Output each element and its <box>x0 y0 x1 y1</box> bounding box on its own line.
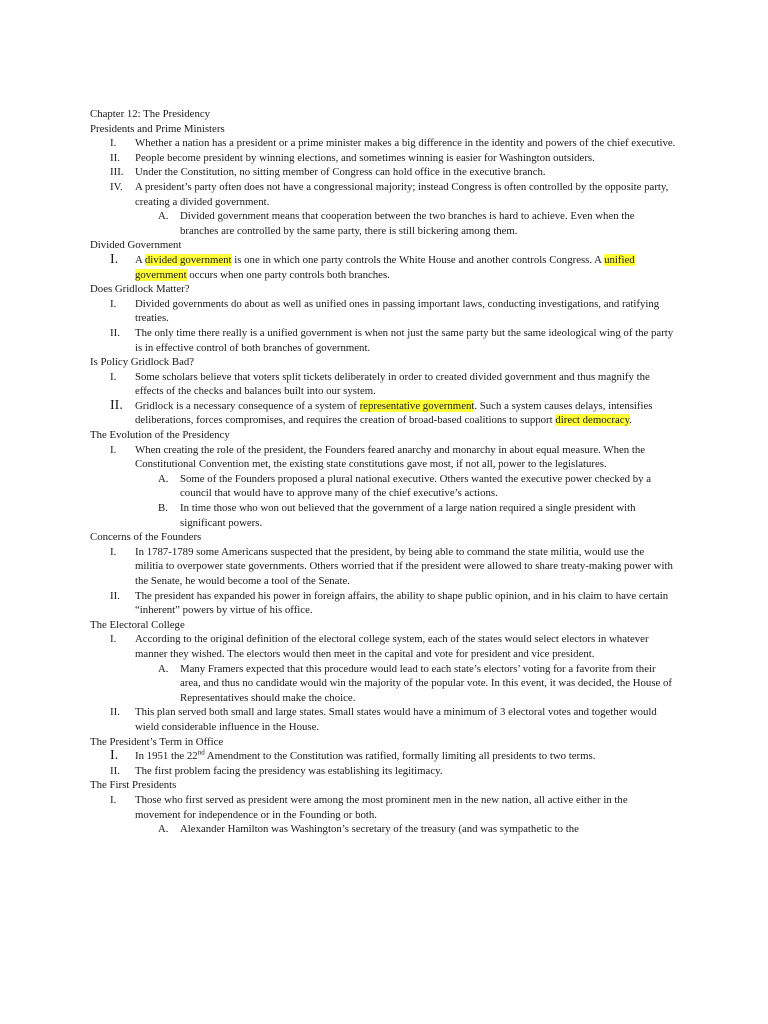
list-item <box>90 253 675 282</box>
list-item <box>90 399 675 428</box>
item-text: Divided governments do about as well as unified ones in passing important laws, conducting investigations, and ratifying treaties. <box>135 297 660 325</box>
item-text: Alexander Hamilton was Washington’s secretary of the treasury (and was sympathetic to the <box>180 823 579 836</box>
item-text: The only time there really is a unified government is when not just the same party but the same ideological wing of the party is in effective control of both branches of government. <box>135 326 674 354</box>
item-number: I. <box>110 297 117 310</box>
item-text: Divided government means that cooperation between the two branches is hard to achieve. Even when the branches are controlled by the same party, there is still bickering among them. <box>180 210 635 237</box>
item-text: The first problem facing the presidency was establishing its legitimacy. <box>135 764 443 777</box>
item-text: This plan served both small and large states. Small states would have a minimum of 3 electoral votes and together would wield considerable influence in the House. <box>135 706 657 733</box>
item-text: Some of the Founders proposed a plural national executive. Others wanted the executive power checked by a council that would have to approve many of the chief executive’s actions. <box>180 472 652 500</box>
section-heading: Divided Government <box>90 239 182 252</box>
item-number: II. <box>110 706 120 719</box>
superscript: nd <box>197 748 205 757</box>
list-item <box>90 749 675 764</box>
item-text: Those who first served as president were among the most prominent men in the new nation, all active either in the movement for independence or in the Founding or both. <box>135 793 628 821</box>
item-text: According to the original definition of the electoral college system, each of the states would select electors in whatever manner they wished. The electors would then meet in the capital and vote for president and vice president. <box>135 633 649 660</box>
section-heading: Concerns of the Founders <box>90 531 202 544</box>
item-text: Some scholars believe that voters split tickets deliberately in order to created divided government and thus magnify the effects of the checks and balances built into our system. <box>135 370 650 398</box>
item-number: I. <box>110 793 117 806</box>
highlight-divided-government: divided government <box>144 253 232 266</box>
list-item <box>90 632 675 661</box>
item-number: A. <box>158 210 169 223</box>
list-item <box>90 165 675 180</box>
item-text: In time those who won out believed that the government of a large nation required a single president with significant powers. <box>180 502 636 529</box>
sub-item <box>90 209 675 238</box>
item-number: I. <box>110 137 117 150</box>
list-item <box>90 136 675 151</box>
highlight-unified-government: unified government <box>135 253 635 281</box>
item-number: II. <box>110 151 120 164</box>
item-text: A divided government is one in which one party controls the White House and another controls Congress. A unified government occurs when one party controls both branches. <box>135 253 635 281</box>
chapter-title: Chapter 12: The Presidency <box>90 108 211 120</box>
item-number: I. <box>110 370 117 383</box>
item-text: Many Framers expected that this procedure would lead to each state’s electors’ voting for a favorite from their area, and thus no candidate would win the majority of the popular vote. In this event, it was decided, the House of Representatives should make the choice. <box>180 662 673 704</box>
list-item <box>90 705 675 734</box>
section-heading: The Electoral College <box>90 618 185 631</box>
item-number: II. <box>110 397 123 413</box>
item-number: I. <box>110 443 117 456</box>
item-text: In 1787-1789 some Americans suspected that the president, by being able to command the state militia, would use the militia to overpower state governments. Others worried that if the president were allowed to share treaty-making power with the Senate, he would become a tool of the Senate. <box>135 545 673 587</box>
sub-item <box>90 822 675 837</box>
list-item <box>90 589 675 618</box>
list-item <box>90 443 675 472</box>
item-text: In 1951 the 22nd Amendment to the Constitution was ratified, formally limiting all presidents to two terms. <box>135 748 596 763</box>
item-number: I. <box>110 545 117 558</box>
list-item <box>90 764 675 779</box>
section-heading: Does Gridlock Matter? <box>90 283 190 296</box>
item-number: IV. <box>110 180 123 193</box>
item-number: I. <box>110 748 119 764</box>
sub-item <box>90 662 675 706</box>
list-item <box>90 326 675 355</box>
item-number: II. <box>110 326 120 339</box>
item-number: III. <box>110 166 124 179</box>
item-number: A. <box>158 823 169 836</box>
sub-item <box>90 472 675 501</box>
list-item <box>90 370 675 399</box>
item-text: Gridlock is a necessary consequence of a system of representative government. Such a system causes delays, intensifies deliberations, forces compromises, and requires the creation of broad-based coalitions to support direct democracy. <box>135 399 653 427</box>
item-text: When creating the role of the president, the Founders feared anarchy and monarchy in about equal measure. When the Constitutional Convention met, the existing state constitutions gave most, if not all, power to the legislatures. <box>135 443 646 471</box>
item-number: B. <box>158 502 168 515</box>
highlight-representative-government: representative government <box>359 399 475 412</box>
item-number: I. <box>110 633 117 646</box>
list-item <box>90 180 675 209</box>
section-heading: Is Policy Gridlock Bad? <box>90 356 195 369</box>
item-number: A. <box>158 662 169 675</box>
item-text: A president’s party often does not have a congressional majority; instead Congress is often controlled by the opposite party, creating a divided government. <box>135 180 669 208</box>
list-item <box>90 297 675 326</box>
sub-item <box>90 501 675 530</box>
list-item <box>90 545 675 589</box>
list-item <box>90 151 675 166</box>
list-item <box>90 793 675 822</box>
item-number: II. <box>110 764 120 777</box>
highlight-direct-democracy: direct democracy <box>555 414 630 427</box>
section-heading: The President’s Term in Office <box>90 735 224 748</box>
item-number: II. <box>110 589 120 602</box>
item-text: People become president by winning elections, and sometimes winning is easier for Washington outsiders. <box>135 151 595 164</box>
item-number: A. <box>158 472 169 485</box>
item-text: Whether a nation has a president or a prime minister makes a big difference in the identity and powers of the chief executive. <box>135 137 676 150</box>
item-number: I. <box>110 251 119 267</box>
section-heading: The Evolution of the Presidency <box>90 429 230 442</box>
section-heading: The First Presidents <box>90 779 177 792</box>
document-page <box>90 107 675 837</box>
section-heading: Presidents and Prime Ministers <box>90 122 225 135</box>
item-text: Under the Constitution, no sitting member of Congress can hold office in the executive branch. <box>135 166 546 179</box>
item-text: The president has expanded his power in foreign affairs, the ability to shape public opinion, and in his claim to have certain “inherent” powers by virtue of his office. <box>135 589 669 617</box>
